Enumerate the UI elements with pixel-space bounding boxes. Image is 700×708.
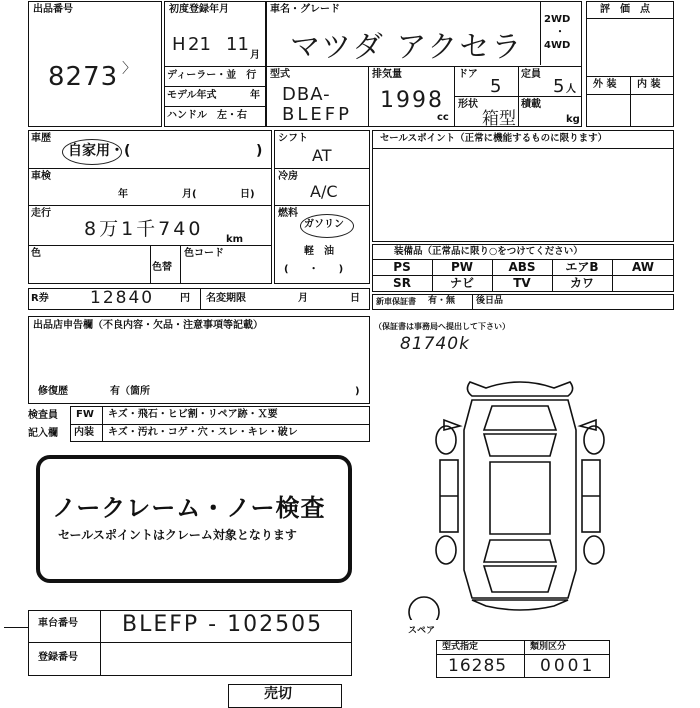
model-year-unit: 年 xyxy=(250,90,260,101)
displacement-unit: cc xyxy=(437,112,449,123)
equipment-label: 装備品（正常品に限り○をつけてください） xyxy=(394,246,583,257)
doors-value: 5 xyxy=(490,76,502,97)
capacity-value: 5 xyxy=(553,76,565,97)
displacement-label: 排気量 xyxy=(372,69,402,80)
fuel-paren: ( ・ ) xyxy=(284,264,344,275)
inspector-label-2: 記入欄 xyxy=(28,428,58,439)
inspector-fw: FW xyxy=(76,409,94,420)
type-designation-value: 16285 xyxy=(448,656,508,676)
inspector-interior: 内装 xyxy=(74,427,94,438)
displacement-value: 1998 xyxy=(380,88,444,113)
chassis-value: BLEFP - 102505 xyxy=(122,612,324,637)
equipment-leather: カワ xyxy=(569,276,594,290)
warranty-box xyxy=(372,294,674,310)
lot-number-label: 出品番号 xyxy=(33,4,73,15)
drive-4wd-label: 4WD xyxy=(544,40,571,51)
car-name-label: 車名・グレード xyxy=(270,4,340,15)
class-label: 類別区分 xyxy=(530,642,567,652)
equipment-tv: TV xyxy=(513,276,531,290)
lot-number-mark: 〉 xyxy=(122,61,136,77)
inspector-interior-items: キズ・汚れ・コゲ・穴・スレ・キレ・破レ xyxy=(108,427,298,438)
equipment-sr: SR xyxy=(393,276,411,290)
handle-label: ハンドル 左・右 xyxy=(167,110,247,121)
first-registration-label: 初度登録年月 xyxy=(169,4,229,15)
mileage-unit: km xyxy=(226,234,244,245)
capacity-label: 定員 xyxy=(521,69,541,80)
name-change-label: 名変期限 xyxy=(206,293,246,304)
mileage-note: 81740k xyxy=(400,334,470,354)
shape-label: 形状 xyxy=(458,99,478,110)
registration-label: 登録番号 xyxy=(38,652,78,663)
type-designation-label: 型式指定 xyxy=(442,642,479,652)
shape-value: 箱型 xyxy=(482,109,516,129)
load-label: 積載 xyxy=(521,99,541,110)
load-unit: kg xyxy=(566,114,580,125)
right-mirror xyxy=(580,420,596,430)
equipment-navi: ナビ xyxy=(449,276,474,290)
first-registration-month-unit: 月 xyxy=(250,50,260,61)
shift-value: AT xyxy=(312,146,332,165)
recycle-unit: 円 xyxy=(180,293,190,304)
recycle-value: 12840 xyxy=(90,288,155,308)
left-mirror xyxy=(444,420,460,430)
car-windshield xyxy=(484,434,556,456)
sales-point-box xyxy=(372,130,674,242)
type-value-1: DBA- xyxy=(282,84,331,105)
history-close: ) xyxy=(256,143,263,159)
lot-number-value: 8273 xyxy=(48,62,119,92)
sales-point-label: セールスポイント（正常に機能するものに限ります） xyxy=(380,133,608,144)
equipment-ps: PS xyxy=(393,260,411,274)
fuel-value: ガソリン xyxy=(304,219,344,230)
inspection-day: 日) xyxy=(240,189,255,200)
history-value: 自家用・( xyxy=(68,143,131,159)
car-front-bumper xyxy=(467,382,572,396)
fuel-alt: 軽 油 xyxy=(304,246,334,257)
inspection-month: 月( xyxy=(182,189,197,200)
capacity-unit: 人 xyxy=(566,84,576,95)
repair-label: 修復歴 xyxy=(38,386,68,397)
repair-close: ) xyxy=(355,386,360,397)
car-name-value: マツダ アクセラ xyxy=(290,30,524,65)
dealer-label: ディーラー・並 行 xyxy=(167,70,257,81)
inspector-fw-items: キズ・飛石・ヒビ割・リペア跡・Ｘ要 xyxy=(108,409,278,420)
history-label: 車歴 xyxy=(31,133,51,144)
model-year-label: モデル年式 xyxy=(167,90,217,101)
report-label: 出品店申告欄（不良内容・欠品・注意事項等記載） xyxy=(33,320,263,331)
inspector-label-1: 検査員 xyxy=(28,410,58,421)
color-label: 色 xyxy=(31,248,41,259)
drive-dot: ・ xyxy=(555,27,565,38)
warranty-label: 新車保証書 xyxy=(376,297,416,306)
inspection-year: 年 xyxy=(118,189,128,200)
equipment-pw: PW xyxy=(450,260,474,274)
recycle-label: R券 xyxy=(31,293,49,304)
equipment-airbag: エアB xyxy=(565,260,599,274)
rear-left-wheel xyxy=(436,536,456,564)
spare-tire xyxy=(409,597,439,620)
type-label: 型式 xyxy=(270,69,290,80)
car-rear-window xyxy=(484,540,556,562)
sold-out-label: 売切 xyxy=(264,686,292,702)
equipment-abs: ABS xyxy=(508,260,536,274)
shift-label: シフト xyxy=(278,133,308,144)
exterior-label: 外 装 xyxy=(593,79,617,90)
class-value: 0001 xyxy=(540,656,596,676)
inspection-label: 車検 xyxy=(31,171,51,182)
equipment-aw: AW xyxy=(632,260,654,274)
first-registration-era: H xyxy=(172,34,186,55)
repair-value: 有（箇所 xyxy=(110,386,150,397)
type-value-2: BLEFP xyxy=(282,104,352,125)
mileage-label: 走行 xyxy=(31,208,51,219)
stamp-line-2: セールスポイントはクレーム対象となります xyxy=(58,528,297,542)
ac-label: 冷房 xyxy=(278,171,298,182)
first-registration-box xyxy=(164,1,266,127)
ac-value: A/C xyxy=(310,182,338,201)
name-change-month: 月 xyxy=(298,293,308,304)
evaluation-label: 評 価 点 xyxy=(600,4,650,15)
color-code-label: 色コード xyxy=(184,248,224,259)
car-trunk xyxy=(484,566,556,592)
interior-label: 内 装 xyxy=(637,79,661,90)
car-rear-bumper xyxy=(472,600,568,610)
spare-label: スペア xyxy=(408,626,436,636)
first-registration-year: 21 xyxy=(188,34,211,55)
recycle-box xyxy=(28,288,370,310)
mileage-value: 8万1千740 xyxy=(84,218,204,240)
doors-label: ドア xyxy=(458,69,478,80)
color-change-label: 色替 xyxy=(152,262,172,273)
post-items-label: 後日品 xyxy=(476,296,504,306)
fuel-label: 燃料 xyxy=(278,208,298,219)
chassis-label: 車台番号 xyxy=(38,618,78,629)
warranty-note: （保証書は事務局へ提出して下さい） xyxy=(374,322,510,331)
name-change-day: 日 xyxy=(350,293,360,304)
car-damage-diagram xyxy=(400,370,640,620)
warranty-value: 有・無 xyxy=(428,296,456,306)
first-registration-month: 11 xyxy=(226,34,249,55)
drive-2wd-label: 2WD xyxy=(544,14,571,25)
car-roof xyxy=(490,462,550,534)
stamp-line-1: ノークレーム・ノー検査 xyxy=(52,494,326,522)
rear-right-wheel xyxy=(584,536,604,564)
car-hood xyxy=(484,406,556,430)
